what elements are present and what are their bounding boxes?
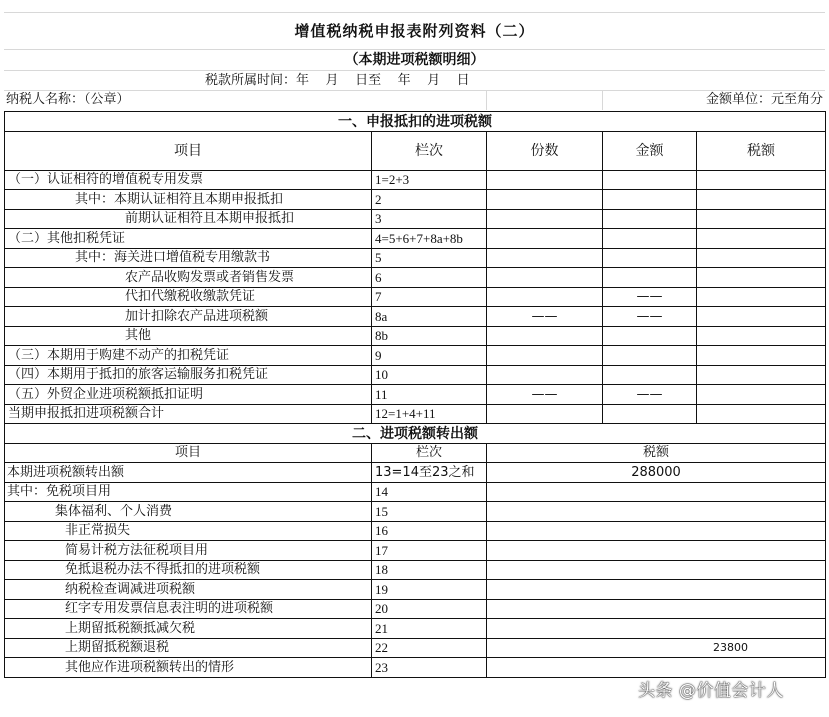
header-item: 项目 — [5, 443, 372, 463]
line-cell: 21 — [372, 619, 487, 639]
line-cell: 3 — [372, 209, 487, 229]
amount-cell[interactable] — [603, 248, 697, 268]
header-amount: 金额 — [603, 131, 697, 170]
tax-cell[interactable] — [697, 248, 826, 268]
table-row — [5, 170, 826, 190]
item-cell: 集体福利、个人消费 — [5, 502, 372, 522]
tax-cell[interactable] — [487, 502, 826, 522]
table-row — [5, 268, 826, 288]
item-cell: 上期留抵税额抵减欠税 — [5, 619, 372, 639]
item-cell: 纳税检查调减进项税额 — [5, 580, 372, 600]
table-row — [5, 287, 826, 307]
gridline — [602, 90, 603, 110]
count-cell[interactable] — [487, 209, 603, 229]
taxpayer-name-label: 纳税人名称：（公章） — [6, 92, 130, 107]
line-cell: 16 — [372, 521, 487, 541]
table-row-total — [5, 404, 826, 424]
section-header-row — [5, 112, 826, 132]
tax-cell[interactable]: 23800 — [487, 638, 826, 658]
amount-cell[interactable] — [603, 229, 697, 249]
item-cell: （三）本期用于购建不动产的扣税凭证 — [5, 346, 372, 366]
item-cell: （五）外贸企业进项税额抵扣证明 — [5, 385, 372, 405]
item-cell: 代扣代缴税收缴款凭证 — [5, 287, 372, 307]
table-row — [5, 385, 826, 405]
count-cell[interactable] — [487, 170, 603, 190]
line-cell: 13=14至23之和 — [372, 463, 487, 483]
line-cell: 4=5+6+7+8a+8b — [372, 229, 487, 249]
tax-cell[interactable] — [487, 560, 826, 580]
tax-cell[interactable] — [697, 346, 826, 366]
line-cell: 17 — [372, 541, 487, 561]
tax-period-label: 税款所属时间： — [205, 73, 297, 88]
line-cell: 18 — [372, 560, 487, 580]
item-cell: （二）其他扣税凭证 — [5, 229, 372, 249]
table-row — [5, 541, 826, 561]
column-header-row — [5, 443, 826, 463]
table-row — [5, 365, 826, 385]
line-cell: 15 — [372, 502, 487, 522]
item-cell: 免抵退税办法不得抵扣的进项税额 — [5, 560, 372, 580]
amount-cell[interactable] — [603, 346, 697, 366]
header-tax: 税额 — [697, 131, 826, 170]
line-cell: 7 — [372, 287, 487, 307]
tax-period-dates: 年 月 日至 年 月 日 — [296, 73, 470, 88]
amount-cell[interactable] — [603, 326, 697, 346]
item-cell: 其中：海关进口增值税专用缴款书 — [5, 248, 372, 268]
amount-cell[interactable] — [603, 404, 697, 424]
count-cell[interactable] — [487, 365, 603, 385]
gridline — [486, 90, 487, 110]
declaration-table — [4, 111, 826, 678]
tax-cell[interactable] — [487, 580, 826, 600]
tax-cell[interactable] — [487, 658, 826, 678]
item-cell: 加计扣除农产品进项税额 — [5, 307, 372, 327]
table-row — [5, 599, 826, 619]
tax-cell[interactable] — [697, 190, 826, 210]
table-row — [5, 580, 826, 600]
line-cell: 6 — [372, 268, 487, 288]
table-row — [5, 209, 826, 229]
item-cell: （一）认证相符的增值税专用发票 — [5, 170, 372, 190]
line-cell: 12=1+4+11 — [372, 404, 487, 424]
table-row — [5, 482, 826, 502]
count-cell[interactable] — [487, 326, 603, 346]
table-row — [5, 502, 826, 522]
tax-cell[interactable] — [697, 404, 826, 424]
column-header-row — [5, 131, 826, 170]
table-row — [5, 229, 826, 249]
header-tax: 税额 — [487, 443, 826, 463]
item-cell: （四）本期用于抵扣的旅客运输服务扣税凭证 — [5, 365, 372, 385]
tax-cell[interactable] — [487, 482, 826, 502]
line-cell: 1=2+3 — [372, 170, 487, 190]
amount-unit-label: 金额单位：元至角分 — [705, 92, 823, 107]
tax-cell[interactable] — [487, 619, 826, 639]
item-cell: 其中：本期认证相符且本期申报抵扣 — [5, 190, 372, 210]
header-line: 栏次 — [372, 443, 487, 463]
tax-cell[interactable] — [697, 229, 826, 249]
item-cell: 红字专用发票信息表注明的进项税额 — [5, 599, 372, 619]
amount-cell[interactable] — [603, 209, 697, 229]
table-row — [5, 307, 826, 327]
section1-title: 一、申报抵扣的进项税额 — [5, 112, 826, 132]
section2-title: 二、进项税额转出额 — [5, 424, 826, 444]
document-title: 增值税纳税申报表附列资料（二） — [294, 22, 535, 40]
count-cell[interactable] — [487, 229, 603, 249]
item-cell: 农产品收购发票或者销售发票 — [5, 268, 372, 288]
amount-cell-na: —— — [603, 385, 697, 405]
table-row — [5, 658, 826, 678]
table-row — [5, 463, 826, 483]
tax-cell[interactable] — [697, 268, 826, 288]
tax-cell[interactable] — [697, 307, 826, 327]
table-row — [5, 560, 826, 580]
tax-period — [205, 71, 470, 91]
line-cell: 19 — [372, 580, 487, 600]
line-cell: 5 — [372, 248, 487, 268]
table-row — [5, 326, 826, 346]
header-item: 项目 — [5, 131, 372, 170]
amount-cell[interactable] — [603, 365, 697, 385]
item-cell: 其他应作进项税额转出的情形 — [5, 658, 372, 678]
count-cell[interactable] — [487, 248, 603, 268]
line-cell: 9 — [372, 346, 487, 366]
table-row — [5, 346, 826, 366]
count-cell-na: —— — [487, 307, 603, 327]
count-cell[interactable] — [487, 404, 603, 424]
table-row — [5, 521, 826, 541]
count-cell[interactable] — [487, 190, 603, 210]
watermark: 头条 @价值会计人 — [638, 681, 784, 701]
tax-cell[interactable] — [697, 365, 826, 385]
count-cell-na: —— — [487, 385, 603, 405]
header-line: 栏次 — [372, 131, 487, 170]
line-cell: 11 — [372, 385, 487, 405]
count-cell[interactable] — [487, 287, 603, 307]
tax-cell[interactable]: 288000 — [487, 463, 826, 483]
count-cell[interactable] — [487, 346, 603, 366]
line-cell: 14 — [372, 482, 487, 502]
item-cell: 其他 — [5, 326, 372, 346]
line-cell: 2 — [372, 190, 487, 210]
amount-cell-na: —— — [603, 287, 697, 307]
line-cell: 8a — [372, 307, 487, 327]
tax-cell[interactable] — [697, 287, 826, 307]
line-cell: 8b — [372, 326, 487, 346]
amount-cell[interactable] — [603, 268, 697, 288]
header-count: 份数 — [487, 131, 603, 170]
table-row — [5, 638, 826, 658]
count-cell[interactable] — [487, 268, 603, 288]
tax-cell[interactable] — [697, 170, 826, 190]
item-cell: 前期认证相符且本期申报抵扣 — [5, 209, 372, 229]
item-cell: 上期留抵税额退税 — [5, 638, 372, 658]
amount-cell[interactable] — [603, 170, 697, 190]
item-cell: 本期进项税额转出额 — [5, 463, 372, 483]
table-row — [5, 248, 826, 268]
item-cell: 当期申报抵扣进项税额合计 — [5, 404, 372, 424]
item-cell: 其中：免税项目用 — [5, 482, 372, 502]
item-cell: 非正常损失 — [5, 521, 372, 541]
amount-cell-na: —— — [603, 307, 697, 327]
line-cell: 20 — [372, 599, 487, 619]
tax-cell[interactable] — [697, 209, 826, 229]
document-subtitle: （本期进项税额明细） — [344, 52, 485, 68]
tax-cell[interactable] — [697, 385, 826, 405]
line-cell: 23 — [372, 658, 487, 678]
tax-cell[interactable] — [487, 521, 826, 541]
gridline — [4, 12, 825, 13]
tax-cell[interactable] — [487, 541, 826, 561]
table-row — [5, 619, 826, 639]
tax-cell[interactable] — [487, 599, 826, 619]
tax-cell[interactable] — [697, 326, 826, 346]
line-cell: 22 — [372, 638, 487, 658]
item-cell: 简易计税方法征税项目用 — [5, 541, 372, 561]
table-row — [5, 190, 826, 210]
line-cell: 10 — [372, 365, 487, 385]
section-header-row — [5, 424, 826, 444]
amount-cell[interactable] — [603, 190, 697, 210]
